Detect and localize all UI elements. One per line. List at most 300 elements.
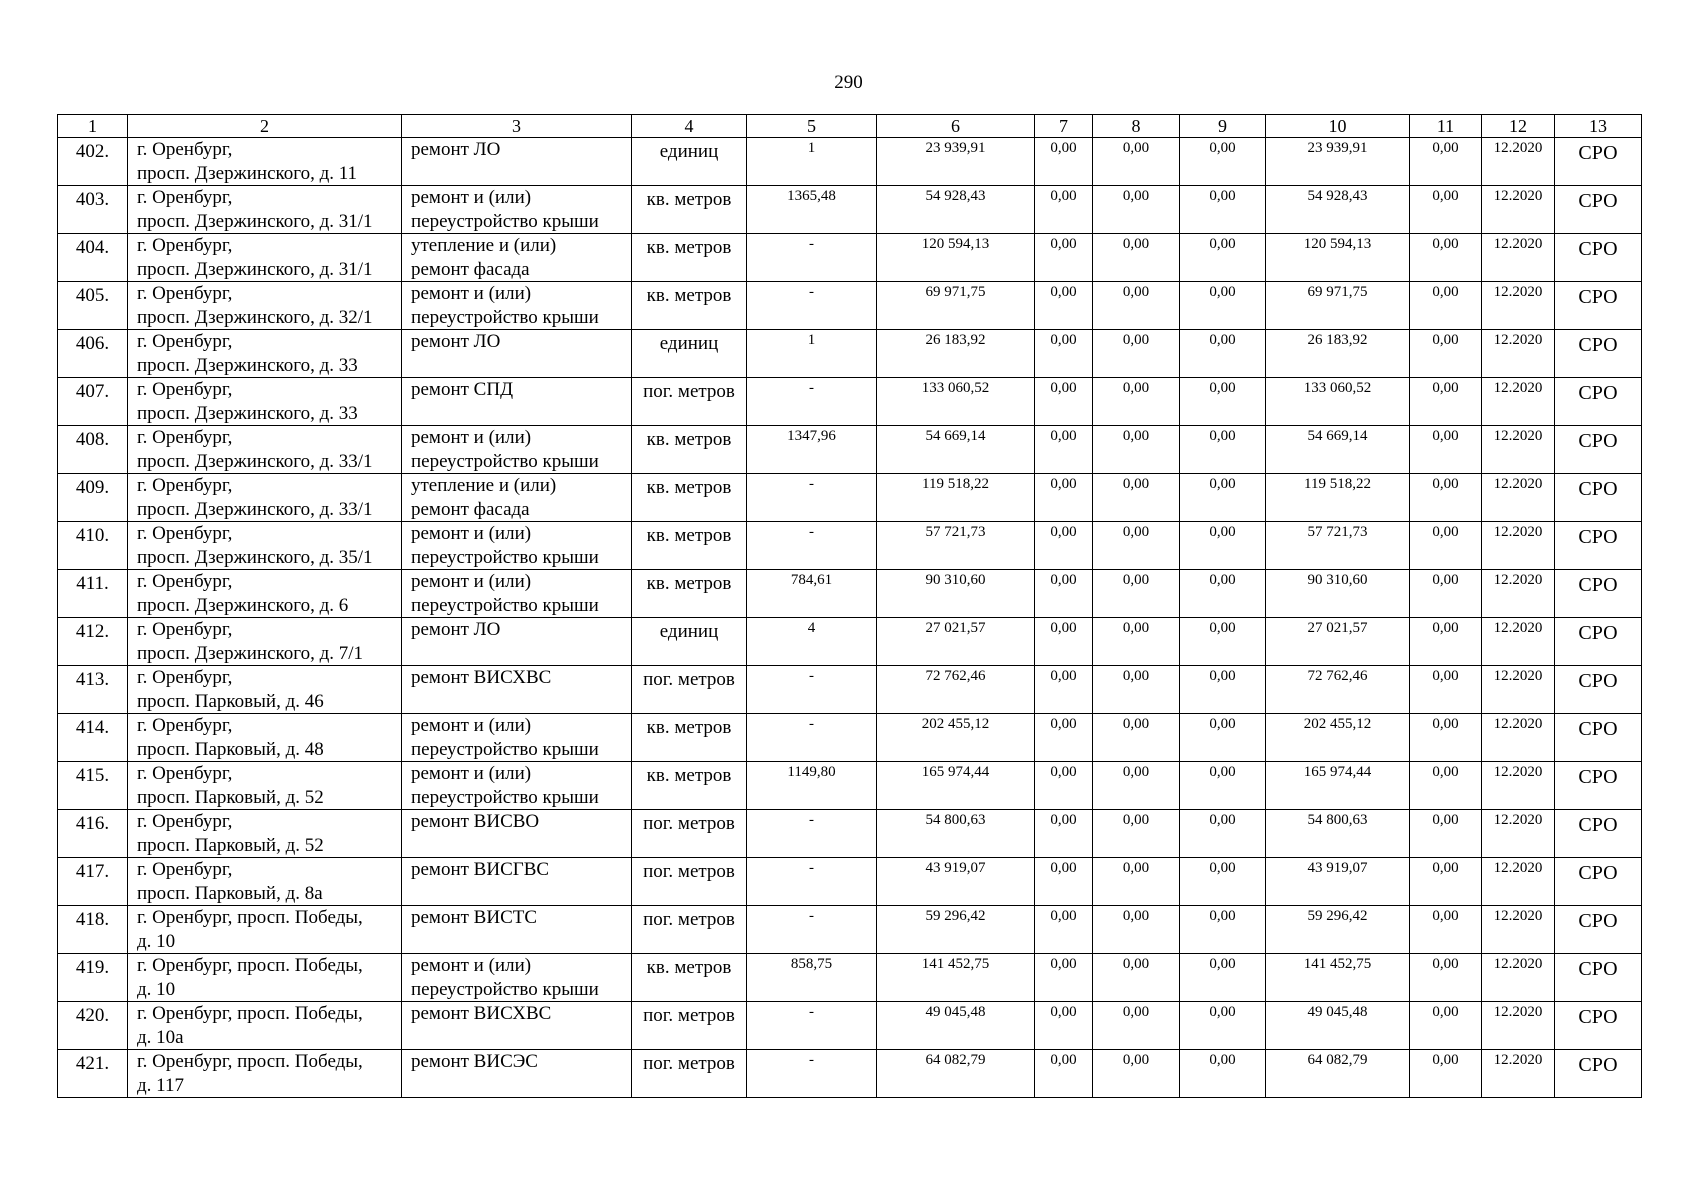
cost-col7-cell (1035, 378, 1093, 426)
column-header: 6 (877, 115, 1035, 138)
cell-text: просп. Дзержинского, д. 31/1 (137, 258, 373, 280)
cost-col7-cell (1035, 282, 1093, 330)
cell-text: 0,00 (1432, 188, 1459, 204)
cell-text: 0,00 (1432, 284, 1459, 300)
row-number-cell (58, 426, 128, 474)
cell-text: 54 669,14 (925, 428, 986, 444)
cell-text: 12.2020 (1493, 476, 1543, 492)
cost-col7-cell (1035, 330, 1093, 378)
cell-text: 0,00 (1050, 716, 1077, 732)
cell-text: пог. метров (643, 813, 735, 834)
cell-text: 165 974,44 (1303, 764, 1372, 780)
quantity-cell (747, 954, 877, 1002)
table-header (58, 115, 1642, 138)
work-type-cell (402, 138, 632, 186)
cell-text: утепление и (или) (411, 475, 557, 496)
address-cell (128, 234, 402, 282)
cell-text: СРО (1578, 142, 1618, 164)
cost-col10-cell (1266, 618, 1410, 666)
quantity-cell (747, 570, 877, 618)
cost-col11-cell (1410, 954, 1482, 1002)
deadline-cell (1482, 618, 1555, 666)
cell-text: 0,00 (1432, 524, 1459, 540)
cell-text: СРО (1578, 1054, 1618, 1076)
unit-cell (632, 138, 747, 186)
cell-text: г. Оренбург, (137, 427, 233, 448)
cell-text: 0,00 (1432, 476, 1459, 492)
cell-text: СРО (1578, 286, 1618, 308)
cell-text: 27 021,57 (1307, 620, 1368, 636)
cell-text: 0,00 (1050, 956, 1077, 972)
method-cell (1555, 138, 1642, 186)
column-header: 4 (632, 115, 747, 138)
cell-text: 49 045,48 (925, 1004, 986, 1020)
deadline-cell (1482, 1050, 1555, 1098)
cell-text: г. Оренбург, просп. Победы, (137, 907, 363, 928)
cell-text: единиц (659, 621, 719, 642)
cell-text: 406. (75, 333, 110, 354)
cost-col10-cell (1266, 570, 1410, 618)
row-number-cell (58, 1002, 128, 1050)
table-row (58, 186, 1642, 234)
deadline-cell (1482, 906, 1555, 954)
cell-text: 0,00 (1050, 428, 1077, 444)
cell-text: кв. метров (646, 717, 732, 738)
works-table (57, 114, 1642, 1098)
total-cost-cell (877, 858, 1035, 906)
quantity-cell (747, 330, 877, 378)
column-header: 11 (1410, 115, 1482, 138)
method-cell (1555, 378, 1642, 426)
work-type-cell (402, 378, 632, 426)
cell-text: 416. (75, 813, 110, 834)
cost-col10-cell (1266, 906, 1410, 954)
cell-text: 418. (75, 909, 110, 930)
cell-text: ремонт и (или) (411, 283, 532, 304)
cell-text: СРО (1578, 670, 1618, 692)
cell-text: 419. (75, 957, 110, 978)
cost-col11-cell (1410, 522, 1482, 570)
cell-text: 0,00 (1122, 140, 1150, 156)
cell-text: 0,00 (1122, 476, 1150, 492)
quantity-cell (747, 714, 877, 762)
cell-text: 414. (75, 717, 110, 738)
quantity-cell (747, 186, 877, 234)
cell-text: 12.2020 (1493, 860, 1543, 876)
column-header: 5 (747, 115, 877, 138)
column-header: 9 (1180, 115, 1266, 138)
cell-text: 12.2020 (1493, 524, 1543, 540)
cell-text: 64 082,79 (925, 1052, 986, 1068)
quantity-cell (747, 906, 877, 954)
unit-cell (632, 762, 747, 810)
cell-text: ремонт и (или) (411, 187, 532, 208)
total-cost-cell (877, 234, 1035, 282)
cell-text: 12.2020 (1493, 908, 1543, 924)
cost-col8-cell (1093, 138, 1180, 186)
unit-cell (632, 714, 747, 762)
cell-text: 0,00 (1122, 332, 1150, 348)
cell-text: СРО (1578, 526, 1618, 548)
cell-text: 0,00 (1432, 764, 1459, 780)
cell-text: 0,00 (1050, 236, 1077, 252)
cell-text: 411. (76, 573, 109, 594)
cell-text: 165 974,44 (921, 764, 990, 780)
cell-text: 0,00 (1122, 188, 1150, 204)
cost-col9-cell (1180, 858, 1266, 906)
cost-col8-cell (1093, 762, 1180, 810)
cell-text: г. Оренбург, (137, 283, 233, 304)
cell-text: 0,00 (1050, 188, 1077, 204)
deadline-cell (1482, 858, 1555, 906)
cell-text: пог. метров (643, 1053, 735, 1074)
cell-text: пог. метров (643, 669, 735, 690)
cost-col9-cell (1180, 282, 1266, 330)
total-cost-cell (877, 618, 1035, 666)
cell-text: 402. (75, 141, 110, 162)
quantity-cell (747, 138, 877, 186)
cost-col8-cell (1093, 666, 1180, 714)
cell-text: - (809, 524, 814, 540)
cell-text: пог. метров (643, 861, 735, 882)
cell-text: 54 928,43 (1307, 188, 1368, 204)
cost-col8-cell (1093, 714, 1180, 762)
cost-col8-cell (1093, 1050, 1180, 1098)
cell-text: СРО (1578, 430, 1618, 452)
cell-text: переустройство крыши (411, 786, 599, 808)
cell-text: кв. метров (646, 237, 732, 258)
cost-col10-cell (1266, 858, 1410, 906)
cell-text: 858,75 (790, 956, 833, 972)
cost-col7-cell (1035, 474, 1093, 522)
deadline-cell (1482, 810, 1555, 858)
cell-text: 0,00 (1122, 908, 1150, 924)
table-body (58, 138, 1642, 1098)
row-number-cell (58, 138, 128, 186)
cell-text: ремонт ЛО (411, 619, 501, 640)
address-cell (128, 282, 402, 330)
cost-col10-cell (1266, 714, 1410, 762)
unit-cell (632, 330, 747, 378)
cell-text: СРО (1578, 382, 1618, 404)
cost-col7-cell (1035, 954, 1093, 1002)
work-type-cell (402, 570, 632, 618)
address-cell (128, 1002, 402, 1050)
cell-text: 69 971,75 (925, 284, 986, 300)
cell-text: г. Оренбург, (137, 139, 233, 160)
cell-text: 0,00 (1209, 1052, 1236, 1068)
cost-col9-cell (1180, 1050, 1266, 1098)
cost-col8-cell (1093, 234, 1180, 282)
cell-text: г. Оренбург, (137, 523, 233, 544)
table-row (58, 858, 1642, 906)
cost-col7-cell (1035, 714, 1093, 762)
work-type-cell (402, 618, 632, 666)
cell-text: 0,00 (1209, 572, 1236, 588)
address-cell (128, 522, 402, 570)
unit-cell (632, 618, 747, 666)
address-cell (128, 378, 402, 426)
cost-col9-cell (1180, 954, 1266, 1002)
quantity-cell (747, 282, 877, 330)
unit-cell (632, 1050, 747, 1098)
cell-text: 0,00 (1432, 668, 1459, 684)
unit-cell (632, 666, 747, 714)
cell-text: ремонт фасада (411, 258, 530, 280)
address-cell (128, 666, 402, 714)
cell-text: 0,00 (1432, 140, 1459, 156)
cell-text: 202 455,12 (921, 716, 990, 732)
method-cell (1555, 1050, 1642, 1098)
cell-text: г. Оренбург, (137, 379, 233, 400)
cost-col7-cell (1035, 522, 1093, 570)
cell-text: просп. Дзержинского, д. 35/1 (137, 546, 373, 568)
cell-text: 54 669,14 (1307, 428, 1368, 444)
cell-text: просп. Дзержинского, д. 33 (137, 354, 358, 376)
cost-col10-cell (1266, 522, 1410, 570)
total-cost-cell (877, 666, 1035, 714)
quantity-cell (747, 618, 877, 666)
cost-col9-cell (1180, 570, 1266, 618)
cost-col7-cell (1035, 906, 1093, 954)
cost-col7-cell (1035, 570, 1093, 618)
cell-text: переустройство крыши (411, 546, 599, 568)
cost-col7-cell (1035, 426, 1093, 474)
cost-col9-cell (1180, 522, 1266, 570)
total-cost-cell (877, 714, 1035, 762)
total-cost-cell (877, 186, 1035, 234)
cell-text: г. Оренбург, (137, 667, 233, 688)
cell-text: СРО (1578, 958, 1618, 980)
cell-text: ремонт СПД (411, 379, 514, 400)
total-cost-cell (877, 426, 1035, 474)
cell-text: 12.2020 (1493, 284, 1543, 300)
row-number-cell (58, 762, 128, 810)
cell-text: кв. метров (646, 525, 732, 546)
method-cell (1555, 186, 1642, 234)
cost-col9-cell (1180, 186, 1266, 234)
cell-text: 54 928,43 (925, 188, 986, 204)
cell-text: 12.2020 (1493, 428, 1543, 444)
cost-col11-cell (1410, 618, 1482, 666)
quantity-cell (747, 234, 877, 282)
cell-text: 0,00 (1432, 1052, 1459, 1068)
row-number-cell (58, 570, 128, 618)
table-row (58, 954, 1642, 1002)
cell-text: - (809, 668, 814, 684)
cost-col10-cell (1266, 1050, 1410, 1098)
cost-col7-cell (1035, 138, 1093, 186)
table-row (58, 570, 1642, 618)
table-row (58, 330, 1642, 378)
cell-text: просп. Парковый, д. 48 (137, 738, 324, 760)
method-cell (1555, 810, 1642, 858)
quantity-cell (747, 858, 877, 906)
cost-col10-cell (1266, 474, 1410, 522)
table-row (58, 618, 1642, 666)
column-header: 3 (402, 115, 632, 138)
cell-text: 54 800,63 (1307, 812, 1368, 828)
work-type-cell (402, 714, 632, 762)
cell-text: 0,00 (1122, 668, 1150, 684)
cost-col10-cell (1266, 954, 1410, 1002)
method-cell (1555, 522, 1642, 570)
cost-col7-cell (1035, 666, 1093, 714)
cell-text: 141 452,75 (1303, 956, 1372, 972)
cost-col7-cell (1035, 1050, 1093, 1098)
total-cost-cell (877, 954, 1035, 1002)
cell-text: 0,00 (1209, 332, 1236, 348)
cell-text: просп. Парковый, д. 8а (137, 882, 323, 904)
cell-text: 23 939,91 (1307, 140, 1368, 156)
cell-text: ремонт и (или) (411, 955, 532, 976)
cost-col10-cell (1266, 186, 1410, 234)
cell-text: кв. метров (646, 573, 732, 594)
deadline-cell (1482, 666, 1555, 714)
cell-text: ремонт и (или) (411, 763, 532, 784)
deadline-cell (1482, 570, 1555, 618)
deadline-cell (1482, 330, 1555, 378)
total-cost-cell (877, 282, 1035, 330)
cell-text: 133 060,52 (1303, 380, 1372, 396)
table-row (58, 282, 1642, 330)
address-cell (128, 954, 402, 1002)
cell-text: 12.2020 (1493, 140, 1543, 156)
cell-text: 0,00 (1209, 956, 1236, 972)
cell-text: 43 919,07 (925, 860, 986, 876)
cell-text: - (809, 1004, 814, 1020)
table-row (58, 234, 1642, 282)
cell-text: 0,00 (1209, 668, 1236, 684)
table-row (58, 762, 1642, 810)
cost-col8-cell (1093, 378, 1180, 426)
cell-text: 0,00 (1432, 812, 1459, 828)
cell-text: переустройство крыши (411, 978, 599, 1000)
cell-text: просп. Парковый, д. 52 (137, 834, 324, 856)
cell-text: 0,00 (1050, 476, 1077, 492)
method-cell (1555, 954, 1642, 1002)
table-row (58, 378, 1642, 426)
deadline-cell (1482, 426, 1555, 474)
cost-col11-cell (1410, 570, 1482, 618)
deadline-cell (1482, 1002, 1555, 1050)
table-row (58, 906, 1642, 954)
cell-text: 0,00 (1432, 1004, 1459, 1020)
cell-text: 1347,96 (787, 428, 836, 444)
cell-text: 0,00 (1209, 1004, 1236, 1020)
cell-text: 119 518,22 (922, 476, 989, 492)
cell-text: просп. Дзержинского, д. 31/1 (137, 210, 373, 232)
cost-col7-cell (1035, 186, 1093, 234)
cost-col9-cell (1180, 138, 1266, 186)
cell-text: просп. Парковый, д. 46 (137, 690, 324, 712)
column-header: 8 (1093, 115, 1180, 138)
column-header: 2 (128, 115, 402, 138)
cell-text: 90 310,60 (1307, 572, 1368, 588)
cell-text: 0,00 (1122, 572, 1150, 588)
method-cell (1555, 330, 1642, 378)
cell-text: 23 939,91 (925, 140, 986, 156)
cost-col8-cell (1093, 330, 1180, 378)
cost-col11-cell (1410, 378, 1482, 426)
total-cost-cell (877, 522, 1035, 570)
cell-text: 0,00 (1050, 140, 1077, 156)
cell-text: просп. Дзержинского, д. 6 (137, 594, 349, 616)
cell-text: 421. (75, 1053, 110, 1074)
cell-text: 405. (75, 285, 110, 306)
cell-text: ремонт ВИСХВС (411, 1003, 552, 1024)
cell-text: г. Оренбург, (137, 859, 233, 880)
cost-col8-cell (1093, 618, 1180, 666)
cell-text: - (809, 716, 814, 732)
cell-text: ремонт ЛО (411, 331, 501, 352)
work-type-cell (402, 906, 632, 954)
column-header: 7 (1035, 115, 1093, 138)
cell-text: 54 800,63 (925, 812, 986, 828)
total-cost-cell (877, 1050, 1035, 1098)
cell-text: 0,00 (1432, 908, 1459, 924)
cell-text: 90 310,60 (925, 572, 986, 588)
cell-text: 0,00 (1050, 1052, 1077, 1068)
cell-text: ремонт и (или) (411, 523, 532, 544)
cost-col11-cell (1410, 234, 1482, 282)
cell-text: г. Оренбург, просп. Победы, (137, 1003, 363, 1024)
cell-text: 12.2020 (1493, 812, 1543, 828)
cell-text: 0,00 (1122, 620, 1150, 636)
cell-text: ремонт фасада (411, 498, 530, 520)
cell-text: - (809, 236, 814, 252)
cell-text: 0,00 (1432, 716, 1459, 732)
unit-cell (632, 522, 747, 570)
cost-col7-cell (1035, 810, 1093, 858)
cost-col10-cell (1266, 426, 1410, 474)
cell-text: 0,00 (1209, 908, 1236, 924)
cost-col10-cell (1266, 282, 1410, 330)
unit-cell (632, 186, 747, 234)
cell-text: кв. метров (646, 189, 732, 210)
work-type-cell (402, 282, 632, 330)
cost-col9-cell (1180, 906, 1266, 954)
deadline-cell (1482, 138, 1555, 186)
cell-text: 43 919,07 (1307, 860, 1368, 876)
cell-text: просп. Дзержинского, д. 33/1 (137, 450, 373, 472)
method-cell (1555, 426, 1642, 474)
cell-text: 408. (75, 429, 110, 450)
cell-text: пог. метров (643, 909, 735, 930)
cell-text: 72 762,46 (1307, 668, 1368, 684)
method-cell (1555, 570, 1642, 618)
cell-text: просп. Дзержинского, д. 33/1 (137, 498, 373, 520)
cell-text: 12.2020 (1493, 188, 1543, 204)
deadline-cell (1482, 762, 1555, 810)
cell-text: 0,00 (1122, 284, 1150, 300)
method-cell (1555, 762, 1642, 810)
cell-text: 0,00 (1122, 380, 1150, 396)
cost-col9-cell (1180, 234, 1266, 282)
cell-text: СРО (1578, 862, 1618, 884)
cell-text: 0,00 (1209, 284, 1236, 300)
address-cell (128, 618, 402, 666)
cell-text: 0,00 (1050, 1004, 1077, 1020)
cell-text: СРО (1578, 910, 1618, 932)
deadline-cell (1482, 186, 1555, 234)
unit-cell (632, 426, 747, 474)
row-number-cell (58, 810, 128, 858)
quantity-cell (747, 666, 877, 714)
cell-text: 0,00 (1209, 380, 1236, 396)
cell-text: 0,00 (1050, 908, 1077, 924)
row-number-cell (58, 618, 128, 666)
